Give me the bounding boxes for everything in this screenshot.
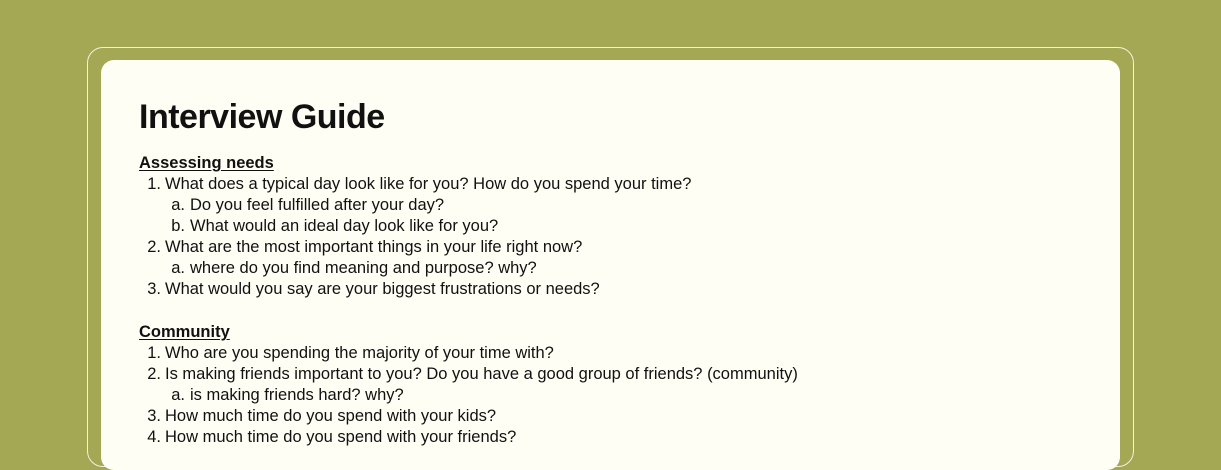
document-card	[101, 60, 1120, 470]
list-marker: b.	[171, 217, 185, 235]
list-item-text: How much time do you spend with your kids?	[165, 407, 497, 425]
list-marker: 4.	[147, 428, 161, 446]
section-heading: Community	[139, 323, 230, 341]
list-item	[139, 364, 798, 385]
list-marker: 2.	[147, 365, 161, 383]
list-item-text: Is making friends important to you? Do you have a good group of friends? (community)	[165, 365, 798, 383]
section-assessing-needs	[139, 153, 691, 300]
list-item	[139, 195, 691, 216]
list-marker: 1.	[147, 344, 161, 362]
document-title: Interview Guide	[139, 98, 385, 136]
list-item-text: What would an ideal day look like for you?	[190, 217, 499, 235]
list-item-text: What are the most important things in your life right now?	[165, 238, 583, 256]
list-item-text: Do you feel fulfilled after your day?	[190, 196, 445, 214]
list-item	[139, 427, 798, 448]
list-marker: a.	[171, 386, 185, 404]
section-heading: Assessing needs	[139, 154, 274, 172]
list-item-text: where do you find meaning and purpose? why?	[190, 259, 537, 277]
list-item	[139, 279, 691, 300]
list-item-text: is making friends hard? why?	[190, 386, 404, 404]
list-marker: 2.	[147, 238, 161, 256]
list-marker: a.	[171, 259, 185, 277]
list-item	[139, 174, 691, 195]
section-community	[139, 322, 798, 448]
list-marker: 3.	[147, 407, 161, 425]
list-item	[139, 343, 798, 364]
list-item	[139, 258, 691, 279]
list-marker: 1.	[147, 175, 161, 193]
list-item	[139, 237, 691, 258]
list-marker: 3.	[147, 280, 161, 298]
list-item-text: What would you say are your biggest frustrations or needs?	[165, 280, 600, 298]
list-item	[139, 385, 798, 406]
list-item-text: Who are you spending the majority of your time with?	[165, 344, 554, 362]
list-item	[139, 216, 691, 237]
list-item	[139, 406, 798, 427]
list-item-text: How much time do you spend with your friends?	[165, 428, 517, 446]
list-item-text: What does a typical day look like for you? How do you spend your time?	[165, 175, 692, 193]
list-marker: a.	[171, 196, 185, 214]
